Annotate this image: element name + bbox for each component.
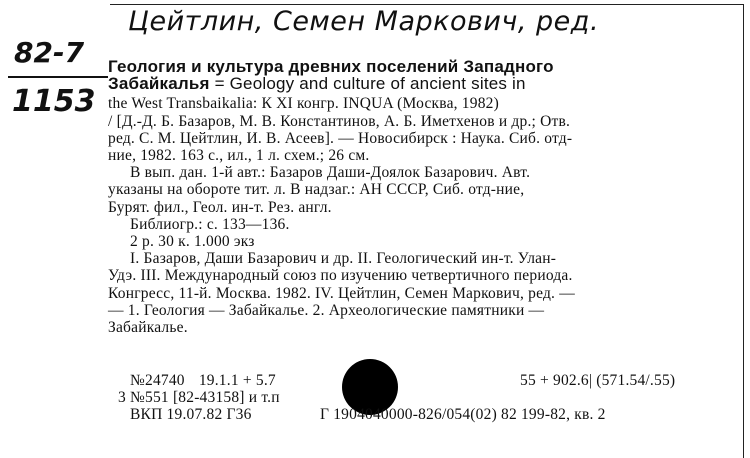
card-line: Удэ. III. Международный союз по изучению четвертичного периода. — [108, 267, 573, 285]
card-line: ние, 1982. 163 с., ил., 1 л. схем.; 26 см. — [108, 147, 370, 164]
registration-number: №24740 — [130, 372, 185, 389]
footer-row-3 — [130, 406, 742, 423]
udc-classification: 55 + 902.6| (571.54/.55) — [520, 372, 676, 389]
publication-index: Г 1904040000-826/054(02) 82 199-82, кв. 2 — [320, 406, 606, 423]
title-text: Геология и культура древних поселений Западного — [108, 57, 554, 76]
card-line: / [Д.-Д. Б. Базаров, М. В. Константинов, А. Б. Иметхенов и др.; Отв. — [108, 112, 571, 130]
order-reference: 3 №551 [82-43158] и т.п — [118, 389, 280, 406]
card-line: указаны на обороте тит. л. В надзаг.: АН СССР, Сиб. отд-ние, — [108, 181, 525, 199]
card-line: Бурят. фил., Геол. ин-т. Рез. англ. — [108, 198, 332, 216]
card-line: Конгресс, 11-й. Москва. 1982. IV. Цейтлин, Семен Маркович, ред. — — [108, 284, 575, 302]
card-line: Забайкалье. — [108, 319, 188, 336]
registration-codes: 19.1.1 + 5.7 — [198, 372, 276, 389]
parallel-title-text: = Geology and culture of ancient sites in — [209, 74, 526, 94]
handwritten-shelf-mark: 82-7 — [14, 36, 85, 69]
card-line — [108, 75, 742, 92]
card-line: — 1. Геология — Забайкалье. 2. Археологические памятники — — [108, 301, 545, 319]
handwritten-editor-heading: Цейтлин, Семен Маркович, ред. — [128, 6, 600, 37]
shelf-mark-underline — [8, 76, 108, 78]
handwritten-card-number: 1153 — [12, 84, 96, 119]
card-line: the West Transbaikalia: К XI конгр. INQUA (Москва, 1982) — [108, 95, 499, 113]
card-line: 2 р. 30 к. 1.000 экз — [130, 233, 255, 250]
card-frame-top — [110, 4, 744, 5]
card-line: ред. С. М. Цейтлин, И. В. Асеев]. — Новосибирск : Наука. Сиб. отд- — [108, 129, 573, 147]
card-frame-right — [743, 4, 744, 458]
card-line — [108, 58, 742, 75]
title-text: Забайкалья — [108, 74, 210, 94]
card-line: Библиогр.: с. 133—136. — [130, 215, 290, 233]
footer-row-1 — [130, 372, 742, 389]
vkp-reference: ВКП 19.07.82 Г36 — [130, 406, 252, 423]
card-line: В вып. дан. 1-й авт.: Базаров Даши-Доялок Базарович. Авт. — [130, 164, 531, 182]
card-line: I. Базаров, Даши Базарович и др. II. Геологический ин-т. Улан- — [130, 250, 557, 268]
footer-row-2 — [118, 389, 742, 406]
